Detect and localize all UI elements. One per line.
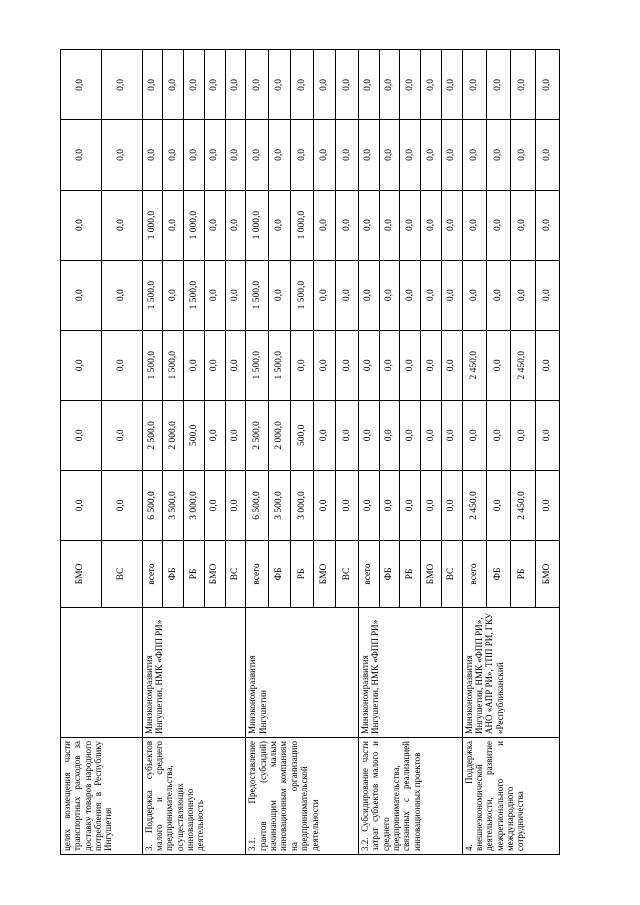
amount-cell: 0,0	[462, 190, 486, 260]
executor-cell: Минэкономразвития Ингушетии, НМК «ФПП РИ», АНО «АПР РИ», ТПП РИ, ГКУ «Республиканский	[462, 608, 559, 738]
amount-cell: 0,0	[61, 50, 102, 120]
amount-cell: 0,0	[101, 260, 142, 330]
amount-cell: 0,0	[313, 470, 335, 540]
amount-cell: 0,0	[379, 400, 400, 470]
amount-cell: 0,0	[441, 470, 462, 540]
amount-cell: 0,0	[358, 400, 379, 470]
amount-cell: 0,0	[336, 120, 359, 190]
amount-cell: 0,0	[379, 50, 400, 120]
funding-source-cell: ФБ	[379, 541, 400, 608]
amount-cell: 0,0	[487, 120, 511, 190]
amount-cell: 0,0	[142, 50, 163, 120]
amount-cell: 0,0	[225, 260, 246, 330]
amount-cell: 0,0	[336, 260, 359, 330]
executor-cell: Минэкономразвития Ингушетии	[246, 608, 358, 738]
amount-cell: 0,0	[535, 400, 559, 470]
amount-cell: 0,0	[101, 120, 142, 190]
amount-cell: 0,0	[511, 190, 535, 260]
activity-name-cell: 3.1. Предоставление грантов (субсидий) начинающим малым инновационным компаниям на организацию предпринимательской деятельности	[246, 738, 358, 855]
amount-cell: 1 000,0	[291, 190, 313, 260]
amount-cell: 0,0	[400, 190, 421, 260]
amount-cell: 0,0	[487, 470, 511, 540]
funding-source-cell: ФБ	[163, 541, 184, 608]
amount-cell: 0,0	[358, 190, 379, 260]
amount-cell: 0,0	[358, 260, 379, 330]
amount-cell: 0,0	[511, 400, 535, 470]
funding-table	[60, 49, 560, 855]
amount-cell: 0,0	[511, 260, 535, 330]
amount-cell: 0,0	[268, 120, 290, 190]
amount-cell: 1 500,0	[291, 260, 313, 330]
amount-cell: 0,0	[336, 330, 359, 400]
table-body	[61, 50, 560, 855]
amount-cell: 0,0	[101, 190, 142, 260]
amount-cell: 0,0	[535, 470, 559, 540]
amount-cell: 0,0	[204, 50, 225, 120]
amount-cell: 3 000,0	[184, 470, 205, 540]
amount-cell: 0,0	[441, 260, 462, 330]
amount-cell: 0,0	[61, 190, 102, 260]
amount-cell: 0,0	[184, 120, 205, 190]
amount-cell: 0,0	[204, 120, 225, 190]
amount-cell: 0,0	[61, 330, 102, 400]
amount-cell: 0,0	[61, 470, 102, 540]
amount-cell: 0,0	[291, 330, 313, 400]
amount-cell: 0,0	[313, 50, 335, 120]
amount-cell: 0,0	[441, 330, 462, 400]
amount-cell: 0,0	[421, 330, 442, 400]
amount-cell: 2 450,0	[511, 470, 535, 540]
amount-cell: 0,0	[487, 260, 511, 330]
amount-cell: 2 500,0	[246, 400, 268, 470]
amount-cell: 0,0	[142, 120, 163, 190]
amount-cell: 0,0	[184, 50, 205, 120]
executor-cell: Минэкономразвития Ингушетии, НМК «ФПП РИ»	[358, 608, 462, 738]
amount-cell: 1 500,0	[142, 260, 163, 330]
amount-cell: 0,0	[358, 50, 379, 120]
funding-source-cell: РБ	[511, 541, 535, 608]
activity-name-cell: 4. Поддержка внешнеэкономической деятельности, развитие межрегионального и международного сотрудничества	[462, 738, 559, 855]
amount-cell: 1 000,0	[246, 190, 268, 260]
amount-cell: 0,0	[379, 260, 400, 330]
funding-source-cell: всего	[246, 541, 268, 608]
amount-cell: 0,0	[462, 50, 486, 120]
funding-source-cell: БМО	[313, 541, 335, 608]
amount-cell: 0,0	[421, 50, 442, 120]
amount-cell: 0,0	[246, 50, 268, 120]
amount-cell: 0,0	[313, 120, 335, 190]
amount-cell: 0,0	[379, 190, 400, 260]
amount-cell: 2 450,0	[462, 470, 486, 540]
amount-cell: 0,0	[336, 400, 359, 470]
amount-cell: 0,0	[336, 50, 359, 120]
amount-cell: 0,0	[204, 470, 225, 540]
amount-cell: 6 500,0	[246, 470, 268, 540]
amount-cell: 0,0	[379, 330, 400, 400]
funding-source-cell: РБ	[184, 541, 205, 608]
amount-cell: 500,0	[184, 400, 205, 470]
funding-source-cell: БМО	[421, 541, 442, 608]
amount-cell: 0,0	[400, 330, 421, 400]
amount-cell: 0,0	[61, 120, 102, 190]
amount-cell: 1 500,0	[142, 330, 163, 400]
amount-cell: 0,0	[268, 50, 290, 120]
amount-cell: 0,0	[225, 120, 246, 190]
amount-cell: 0,0	[163, 190, 184, 260]
amount-cell: 0,0	[400, 470, 421, 540]
activity-name-cell: целях возмещения части транспортных расходов за доставку товаров народного потребления в Республику Ингушетия	[61, 738, 143, 855]
amount-cell: 0,0	[225, 50, 246, 120]
amount-cell: 2 450,0	[462, 330, 486, 400]
amount-cell: 0,0	[313, 260, 335, 330]
amount-cell: 0,0	[421, 400, 442, 470]
amount-cell: 0,0	[268, 260, 290, 330]
amount-cell: 0,0	[400, 50, 421, 120]
amount-cell: 0,0	[204, 400, 225, 470]
funding-source-cell: всего	[358, 541, 379, 608]
amount-cell: 500,0	[291, 400, 313, 470]
amount-cell: 3 500,0	[163, 470, 184, 540]
executor-cell: Минэкономразвития Ингушетии, НМК «ФПП РИ»	[142, 608, 246, 738]
funding-source-cell: РБ	[400, 541, 421, 608]
amount-cell: 0,0	[61, 260, 102, 330]
amount-cell: 0,0	[511, 50, 535, 120]
amount-cell: 1 500,0	[246, 330, 268, 400]
amount-cell: 0,0	[358, 470, 379, 540]
activity-name-cell: 3. Поддержка субъектов малого и среднего предпринимательства, осуществляющих инновационную деятельность	[142, 738, 246, 855]
amount-cell: 0,0	[204, 260, 225, 330]
funding-source-cell: БМО	[204, 541, 225, 608]
amount-cell: 0,0	[291, 50, 313, 120]
amount-cell: 0,0	[358, 120, 379, 190]
amount-cell: 0,0	[535, 330, 559, 400]
amount-cell: 0,0	[400, 400, 421, 470]
amount-cell: 0,0	[313, 330, 335, 400]
amount-cell: 1 000,0	[184, 190, 205, 260]
amount-cell: 0,0	[336, 190, 359, 260]
amount-cell: 0,0	[313, 400, 335, 470]
amount-cell: 0,0	[535, 50, 559, 120]
amount-cell: 0,0	[535, 260, 559, 330]
amount-cell: 0,0	[204, 190, 225, 260]
amount-cell: 0,0	[101, 50, 142, 120]
amount-cell: 0,0	[101, 330, 142, 400]
amount-cell: 0,0	[225, 400, 246, 470]
amount-cell: 0,0	[379, 470, 400, 540]
funding-source-cell: ВС	[225, 541, 246, 608]
funding-source-cell: РБ	[291, 541, 313, 608]
amount-cell: 3 000,0	[291, 470, 313, 540]
table-row	[246, 50, 268, 855]
amount-cell: 0,0	[268, 190, 290, 260]
executor-cell	[61, 608, 143, 738]
activity-name-cell: 3.2. Субсидирование части затрат субъектов малого и среднего предпринимательства, связанных с реализацией инновационных проектов	[358, 738, 462, 855]
amount-cell: 0,0	[441, 50, 462, 120]
amount-cell: 0,0	[204, 330, 225, 400]
amount-cell: 0,0	[511, 120, 535, 190]
amount-cell: 1 000,0	[142, 190, 163, 260]
funding-source-cell: ВС	[336, 541, 359, 608]
amount-cell: 0,0	[441, 190, 462, 260]
amount-cell: 2 000,0	[163, 400, 184, 470]
funding-source-cell: БМО	[535, 541, 559, 608]
table-row	[462, 50, 486, 855]
amount-cell: 0,0	[225, 190, 246, 260]
table-row	[142, 50, 163, 855]
amount-cell: 0,0	[487, 400, 511, 470]
amount-cell: 0,0	[358, 330, 379, 400]
amount-cell: 0,0	[535, 120, 559, 190]
amount-cell: 1 500,0	[184, 260, 205, 330]
amount-cell: 0,0	[441, 400, 462, 470]
amount-cell: 0,0	[462, 400, 486, 470]
amount-cell: 0,0	[487, 330, 511, 400]
amount-cell: 0,0	[184, 330, 205, 400]
amount-cell: 2 450,0	[511, 330, 535, 400]
funding-source-cell: ФБ	[487, 541, 511, 608]
funding-source-cell: ВС	[101, 541, 142, 608]
amount-cell: 0,0	[421, 260, 442, 330]
amount-cell: 0,0	[462, 120, 486, 190]
amount-cell: 0,0	[313, 190, 335, 260]
amount-cell: 0,0	[291, 120, 313, 190]
amount-cell: 0,0	[535, 190, 559, 260]
amount-cell: 1 500,0	[163, 330, 184, 400]
funding-source-cell: всего	[462, 541, 486, 608]
amount-cell: 0,0	[101, 400, 142, 470]
amount-cell: 0,0	[421, 190, 442, 260]
amount-cell: 1 500,0	[246, 260, 268, 330]
amount-cell: 0,0	[462, 260, 486, 330]
rotated-table-container	[60, 50, 560, 855]
amount-cell: 0,0	[379, 120, 400, 190]
funding-source-cell: БМО	[61, 541, 102, 608]
amount-cell: 1 500,0	[268, 330, 290, 400]
amount-cell: 0,0	[163, 50, 184, 120]
amount-cell: 0,0	[336, 470, 359, 540]
amount-cell: 0,0	[487, 50, 511, 120]
table-row	[61, 50, 102, 855]
amount-cell: 2 500,0	[142, 400, 163, 470]
amount-cell: 0,0	[163, 120, 184, 190]
amount-cell: 0,0	[225, 470, 246, 540]
amount-cell: 0,0	[225, 330, 246, 400]
amount-cell: 0,0	[400, 260, 421, 330]
funding-source-cell: ВС	[441, 541, 462, 608]
funding-source-cell: всего	[142, 541, 163, 608]
amount-cell: 0,0	[400, 120, 421, 190]
amount-cell: 3 500,0	[268, 470, 290, 540]
amount-cell: 0,0	[163, 260, 184, 330]
amount-cell: 0,0	[421, 470, 442, 540]
amount-cell: 0,0	[101, 470, 142, 540]
funding-source-cell: ФБ	[268, 541, 290, 608]
amount-cell: 0,0	[487, 190, 511, 260]
amount-cell: 0,0	[421, 120, 442, 190]
amount-cell: 6 500,0	[142, 470, 163, 540]
amount-cell: 0,0	[441, 120, 462, 190]
amount-cell: 0,0	[246, 120, 268, 190]
table-row	[358, 50, 379, 855]
amount-cell: 2 000,0	[268, 400, 290, 470]
amount-cell: 0,0	[61, 400, 102, 470]
